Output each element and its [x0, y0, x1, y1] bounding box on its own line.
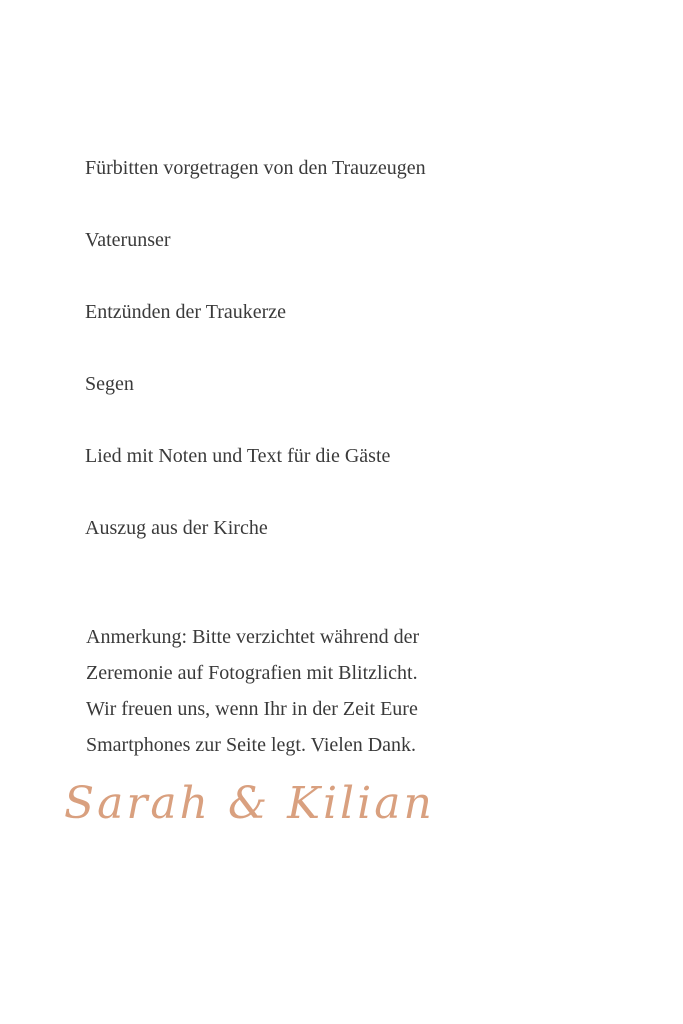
- note-line-2: Zeremonie auf Fotografien mit Blitzlicht.: [86, 662, 418, 684]
- program-item-lied: Lied mit Noten und Text für die Gäste: [85, 445, 391, 467]
- ceremony-program-list: [85, 150, 426, 582]
- program-item-traukerze: Entzünden der Traukerze: [85, 301, 287, 323]
- couple-signature: [60, 768, 440, 838]
- note-line-3: Wir freuen uns, wenn Ihr in der Zeit Eure: [86, 698, 418, 720]
- note-line-4: Smartphones zur Seite legt. Vielen Dank.: [86, 734, 417, 756]
- signature-text: Sarah & Kilian: [64, 778, 435, 829]
- photo-note: [86, 619, 506, 763]
- note-line-1: Anmerkung: Bitte verzichtet während der: [86, 626, 420, 648]
- program-item-fuerbitten: Fürbitten vorgetragen von den Trauzeugen: [85, 157, 426, 179]
- program-item-auszug: Auszug aus der Kirche: [85, 517, 268, 539]
- program-item-vaterunser: Vaterunser: [85, 229, 171, 251]
- program-item-segen: Segen: [85, 373, 134, 395]
